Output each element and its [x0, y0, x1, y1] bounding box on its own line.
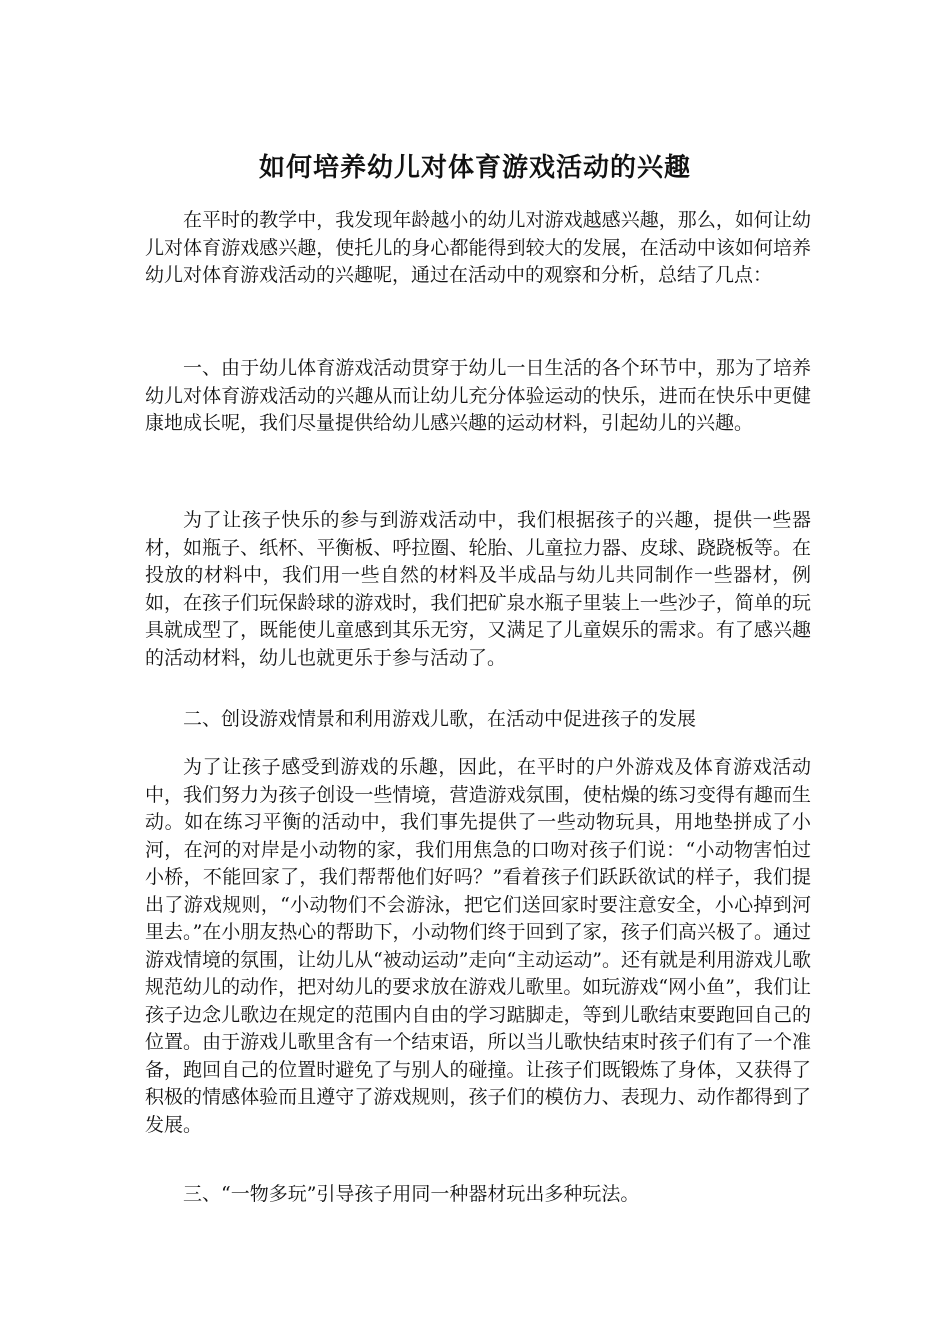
point-two-detail-paragraph: 为了让孩子感受到游戏的乐趣，因此，在平时的户外游戏及体育游戏活动中，我们努力为孩子创设一些情境，营造游戏氛围，使枯燥的练习变得有趣而生动。如在练习平衡的活动中，我们事先提供了一些动物玩具，用地垫拼成了小河，在河的对岸是小动物的家，我们用焦急的口吻对孩子们说：“小动物害怕过小桥，不能回家了，我们帮帮他们好吗？”看着孩子们跃跃欲试的样子，我们提出了游戏规则，“小动物们不会游泳，把它们送回家时要注意安全，小心掉到河里去。”在小朋友热心的帮助下，小动物们终于回到了家，孩子们高兴极了。通过游戏情境的氛围，让幼儿从“被动运动”走向“主动运动”。还有就是利用游戏儿歌规范幼儿的动作，把对幼儿的要求放在游戏儿歌里。如玩游戏“网小鱼”，我们让孩子边念儿歌边在规定的范围内自由的学习踮脚走，等到儿歌结束要跑回自己的位置。由于游戏儿歌里含有一个结束语，所以当儿歌快结束时孩子们有了一个准备，跑回自己的位置时避免了与别人的碰撞。让孩子们既锻炼了身体，又获得了积极的情感体验而且遵守了游戏规则，孩子们的模仿力、表现力、动作都得到了发展。	[145, 756, 811, 1136]
document-title: 如何培养幼儿对体育游戏活动的兴趣	[258, 153, 691, 184]
point-one-detail-paragraph: 为了让孩子快乐的参与到游戏活动中，我们根据孩子的兴趣，提供一些器材，如瓶子、纸杯、平衡板、呼拉圈、轮胎、儿童拉力器、皮球、跷跷板等。在投放的材料中，我们用一些自然的材料及半成品与幼儿共同制作一些器材，例如，在孩子们玩保龄球的游戏时，我们把矿泉水瓶子里装上一些沙子，简单的玩具就成型了，既能使儿童感到其乐无穷，又满足了儿童娱乐的需求。有了感兴趣的活动材料，幼儿也就更乐于参与活动了。	[145, 509, 811, 669]
point-one-paragraph: 一、由于幼儿体育游戏活动贯穿于幼儿一日生活的各个环节中，那为了培养幼儿对体育游戏活动的兴趣从而让幼儿充分体验运动的快乐，进而在快乐中更健康地成长呢，我们尽量提供给幼儿感兴趣的运动材料，引起幼儿的兴趣。	[145, 357, 811, 434]
intro-paragraph: 在平时的教学中，我发现年龄越小的幼儿对游戏越感兴趣，那么，如何让幼儿对体育游戏感兴趣，使托儿的身心都能得到较大的发展，在活动中该如何培养幼儿对体育游戏活动的兴趣呢，通过在活动中的观察和分析，总结了几点：	[145, 209, 811, 286]
point-three-heading: 三、“一物多玩”引导孩子用同一种器材玩出多种玩法。	[183, 1183, 640, 1205]
point-two-heading: 二、创设游戏情景和利用游戏儿歌，在活动中促进孩子的发展	[183, 708, 697, 730]
